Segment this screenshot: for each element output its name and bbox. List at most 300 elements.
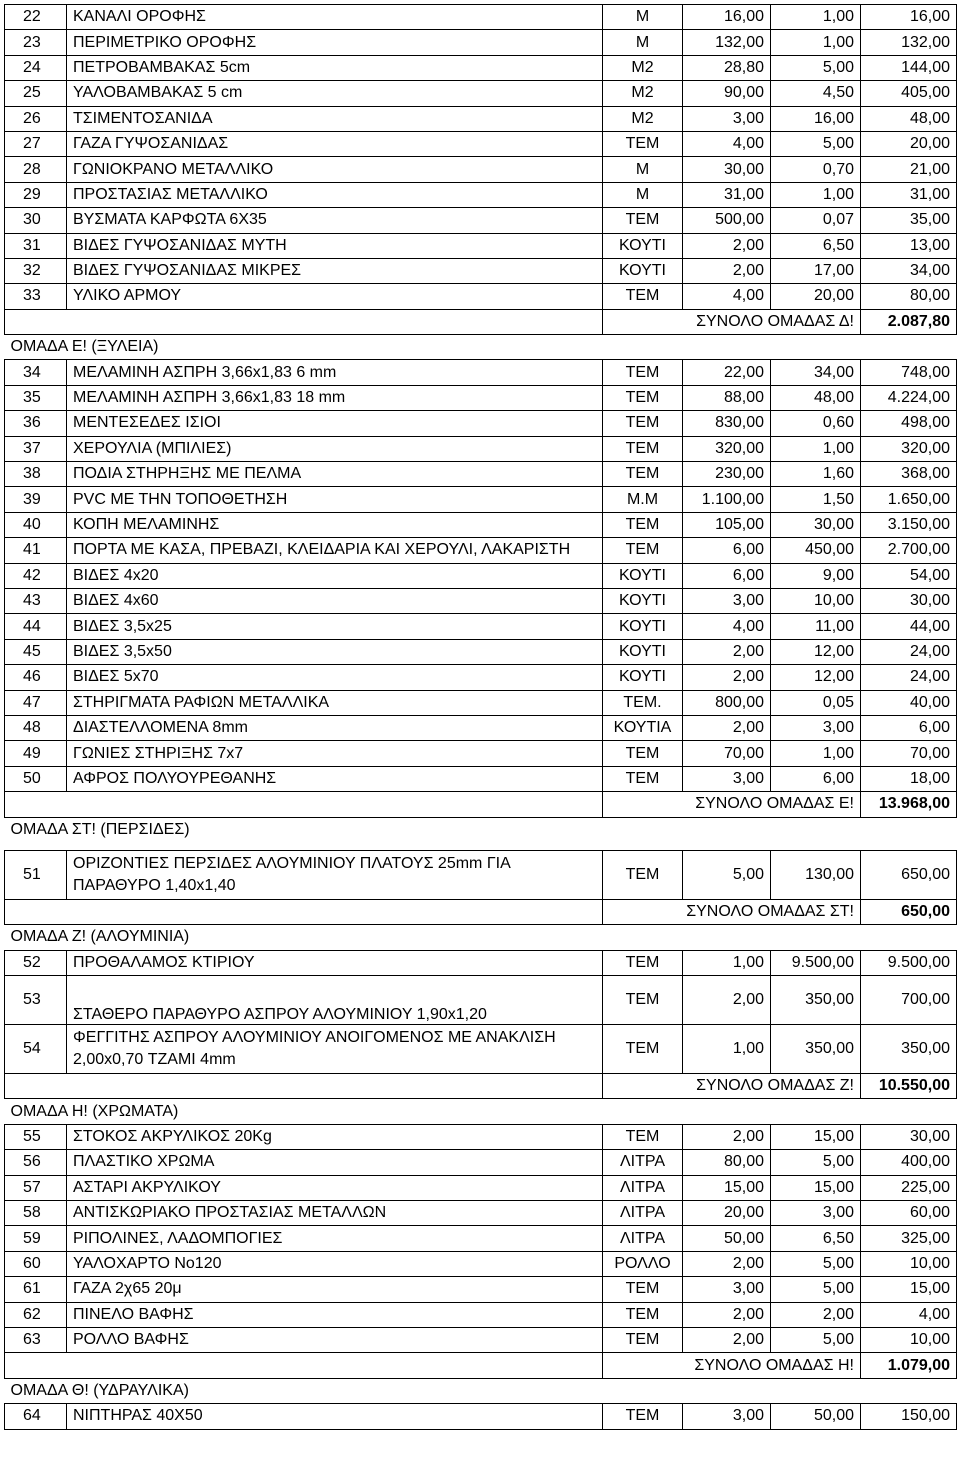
item-quantity: 22,00 bbox=[683, 360, 771, 385]
item-total: 15,00 bbox=[861, 1277, 957, 1302]
item-quantity: 132,00 bbox=[683, 30, 771, 55]
group-total-value: 2.087,80 bbox=[861, 309, 957, 334]
table-row bbox=[5, 1201, 957, 1226]
item-unit: ΤΕΜ bbox=[603, 411, 683, 436]
group-total-row bbox=[5, 899, 957, 924]
item-unit: ΤΕΜ bbox=[603, 284, 683, 309]
item-unit-price: 450,00 bbox=[771, 538, 861, 563]
item-quantity: 2,00 bbox=[683, 1327, 771, 1352]
table-row bbox=[5, 436, 957, 461]
item-description: ΡΙΠΟΛΙΝΕΣ, ΛΑΔΟΜΠΟΓΙΕΣ bbox=[67, 1226, 603, 1251]
item-total: 1.650,00 bbox=[861, 487, 957, 512]
item-unit-price: 16,00 bbox=[771, 106, 861, 131]
item-total: 2.700,00 bbox=[861, 538, 957, 563]
item-unit: ΤΕΜ bbox=[603, 976, 683, 1025]
table-row bbox=[5, 1150, 957, 1175]
item-quantity: 90,00 bbox=[683, 81, 771, 106]
item-unit-price: 1,00 bbox=[771, 30, 861, 55]
item-quantity: 2,00 bbox=[683, 715, 771, 740]
item-number: 46 bbox=[5, 665, 67, 690]
item-number: 37 bbox=[5, 436, 67, 461]
item-unit-price: 5,00 bbox=[771, 1327, 861, 1352]
item-quantity: 230,00 bbox=[683, 462, 771, 487]
table-row bbox=[5, 487, 957, 512]
total-spacer bbox=[5, 1074, 603, 1099]
group-total-row bbox=[5, 1074, 957, 1099]
group-title: ΟΜΑΔΑ Θ! (ΥΔΡΑΥΛΙΚΑ) bbox=[10, 1381, 189, 1399]
table-row bbox=[5, 131, 957, 156]
item-quantity: 5,00 bbox=[683, 850, 771, 899]
item-number: 43 bbox=[5, 588, 67, 613]
item-unit-price: 10,00 bbox=[771, 588, 861, 613]
item-quantity: 3,00 bbox=[683, 766, 771, 791]
item-description: ΠΡΟΣΤΑΣΙΑΣ ΜΕΤΑΛΛΙΚΟ bbox=[67, 182, 603, 207]
table-row bbox=[5, 1226, 957, 1251]
table-row bbox=[5, 81, 957, 106]
item-unit-price: 9,00 bbox=[771, 563, 861, 588]
item-description: ΜΕΛΑΜΙΝΗ ΑΣΠΡΗ 3,66x1,83 18 mm bbox=[67, 385, 603, 410]
item-unit-price: 11,00 bbox=[771, 614, 861, 639]
item-description: ΡΟΛΛΟ ΒΑΦΗΣ bbox=[67, 1327, 603, 1352]
item-unit: ΛΙΤΡΑ bbox=[603, 1226, 683, 1251]
item-unit-price: 17,00 bbox=[771, 258, 861, 283]
item-total: 13,00 bbox=[861, 233, 957, 258]
table-row bbox=[5, 284, 957, 309]
item-number: 59 bbox=[5, 1226, 67, 1251]
item-unit-price: 15,00 bbox=[771, 1124, 861, 1149]
item-total: 700,00 bbox=[861, 976, 957, 1025]
table-row bbox=[5, 208, 957, 233]
table-row bbox=[5, 665, 957, 690]
item-number: 60 bbox=[5, 1251, 67, 1276]
item-unit-price: 3,00 bbox=[771, 715, 861, 740]
item-unit-price: 6,50 bbox=[771, 233, 861, 258]
item-total: 54,00 bbox=[861, 563, 957, 588]
table-row bbox=[5, 1025, 957, 1074]
item-number: 36 bbox=[5, 411, 67, 436]
item-description: ΣΤΗΡΙΓΜΑΤΑ ΡΑΦΙΩΝ ΜΕΤΑΛΛΙΚΑ bbox=[67, 690, 603, 715]
item-total: 24,00 bbox=[861, 665, 957, 690]
item-number: 50 bbox=[5, 766, 67, 791]
item-unit: Μ2 bbox=[603, 81, 683, 106]
item-quantity: 2,00 bbox=[683, 639, 771, 664]
cost-estimate-sheet bbox=[4, 4, 956, 1430]
item-number: 45 bbox=[5, 639, 67, 664]
table-row bbox=[5, 30, 957, 55]
table-row bbox=[5, 462, 957, 487]
item-unit: ΤΕΜ bbox=[603, 850, 683, 899]
item-unit: ΤΕΜ bbox=[603, 950, 683, 975]
item-unit: ΤΕΜ bbox=[603, 436, 683, 461]
table-row bbox=[5, 741, 957, 766]
item-unit: ΛΙΤΡΑ bbox=[603, 1175, 683, 1200]
group-total-value: 1.079,00 bbox=[861, 1353, 957, 1378]
item-total: 18,00 bbox=[861, 766, 957, 791]
item-quantity: 3,00 bbox=[683, 106, 771, 131]
item-description: ΚΟΠΗ ΜΕΛΑΜΙΝΗΣ bbox=[67, 512, 603, 537]
item-total: 3.150,00 bbox=[861, 512, 957, 537]
group-title: ΟΜΑΔΑ Ε! (ΞΥΛΕΙΑ) bbox=[10, 338, 159, 356]
item-unit: ΚΟΥΤΙ bbox=[603, 639, 683, 664]
item-description: ΒΙΔΕΣ 5x70 bbox=[67, 665, 603, 690]
group-title: ΟΜΑΔΑ ΣΤ! (ΠΕΡΣΙΔΕΣ) bbox=[10, 820, 190, 838]
item-total: 20,00 bbox=[861, 131, 957, 156]
item-quantity: 80,00 bbox=[683, 1150, 771, 1175]
item-number: 30 bbox=[5, 208, 67, 233]
item-description: ΜΕΝΤΕΣΕΔΕΣ ΙΣΙΟΙ bbox=[67, 411, 603, 436]
item-quantity: 6,00 bbox=[683, 538, 771, 563]
item-unit-price: 48,00 bbox=[771, 385, 861, 410]
item-unit-price: 130,00 bbox=[771, 850, 861, 899]
item-description: ΑΦΡΟΣ ΠΟΛΥΟΥΡΕΘΑΝΗΣ bbox=[67, 766, 603, 791]
item-unit-price: 9.500,00 bbox=[771, 950, 861, 975]
total-spacer bbox=[5, 1353, 603, 1378]
item-unit-price: 1,50 bbox=[771, 487, 861, 512]
item-unit-price: 5,00 bbox=[771, 131, 861, 156]
item-description: ΒΙΔΕΣ 3,5x25 bbox=[67, 614, 603, 639]
item-total: 225,00 bbox=[861, 1175, 957, 1200]
cost-table-body bbox=[5, 5, 957, 1430]
item-description: ΑΣΤΑΡΙ ΑΚΡΥΛΙΚΟΥ bbox=[67, 1175, 603, 1200]
item-number: 52 bbox=[5, 950, 67, 975]
group-header-row bbox=[5, 817, 957, 842]
group-total-value: 650,00 bbox=[861, 899, 957, 924]
table-row bbox=[5, 1175, 957, 1200]
table-row bbox=[5, 588, 957, 613]
item-description: ΓΑΖΑ ΓΥΨΟΣΑΝΙΔΑΣ bbox=[67, 131, 603, 156]
item-number: 22 bbox=[5, 5, 67, 30]
item-unit: ΤΕΜ. bbox=[603, 690, 683, 715]
item-description: ΠΟΔΙΑ ΣΤΗΡΗΞΗΣ ΜΕ ΠΕΛΜΑ bbox=[67, 462, 603, 487]
item-number: 61 bbox=[5, 1277, 67, 1302]
item-unit: ΤΕΜ bbox=[603, 1025, 683, 1074]
item-quantity: 70,00 bbox=[683, 741, 771, 766]
table-row bbox=[5, 976, 957, 1025]
item-quantity: 320,00 bbox=[683, 436, 771, 461]
item-description: ΚΑΝΑΛΙ ΟΡΟΦΗΣ bbox=[67, 5, 603, 30]
item-unit: ΡΟΛΛΟ bbox=[603, 1251, 683, 1276]
item-number: 62 bbox=[5, 1302, 67, 1327]
item-total: 21,00 bbox=[861, 157, 957, 182]
item-unit-price: 0,60 bbox=[771, 411, 861, 436]
item-unit: Μ.Μ bbox=[603, 487, 683, 512]
item-description: ΓΩΝΙΟΚΡΑΝΟ ΜΕΤΑΛΛΙΚΟ bbox=[67, 157, 603, 182]
item-quantity: 800,00 bbox=[683, 690, 771, 715]
item-unit-price: 30,00 bbox=[771, 512, 861, 537]
item-unit-price: 350,00 bbox=[771, 1025, 861, 1074]
item-unit: ΚΟΥΤΙ bbox=[603, 563, 683, 588]
item-unit-price: 6,50 bbox=[771, 1226, 861, 1251]
item-description: ΒΙΔΕΣ ΓΥΨΟΣΑΝΙΔΑΣ ΜΥΤΗ bbox=[67, 233, 603, 258]
item-unit: ΤΕΜ bbox=[603, 1277, 683, 1302]
item-unit: ΛΙΤΡΑ bbox=[603, 1201, 683, 1226]
item-unit-price: 1,00 bbox=[771, 436, 861, 461]
item-unit: ΚΟΥΤΙ bbox=[603, 588, 683, 613]
item-quantity: 105,00 bbox=[683, 512, 771, 537]
table-row bbox=[5, 1124, 957, 1149]
item-quantity: 30,00 bbox=[683, 157, 771, 182]
group-total-label: ΣΥΝΟΛΟ ΟΜΑΔΑΣ Ε! bbox=[603, 792, 861, 817]
item-quantity: 50,00 bbox=[683, 1226, 771, 1251]
item-total: 10,00 bbox=[861, 1327, 957, 1352]
item-total: 48,00 bbox=[861, 106, 957, 131]
item-unit: Μ2 bbox=[603, 106, 683, 131]
item-unit-price: 15,00 bbox=[771, 1175, 861, 1200]
item-unit: Μ bbox=[603, 182, 683, 207]
item-number: 42 bbox=[5, 563, 67, 588]
item-unit-price: 12,00 bbox=[771, 665, 861, 690]
table-row bbox=[5, 55, 957, 80]
item-description: ΠΟΡΤΑ ΜΕ ΚΑΣΑ, ΠΡΕΒΑΖΙ, ΚΛΕΙΔΑΡΙΑ ΚΑΙ ΧΕΡΟΥΛΙ, ΛΑΚΑΡΙΣΤΗ bbox=[67, 538, 603, 563]
item-total: 70,00 bbox=[861, 741, 957, 766]
item-quantity: 31,00 bbox=[683, 182, 771, 207]
item-quantity: 4,00 bbox=[683, 614, 771, 639]
item-unit: Μ2 bbox=[603, 55, 683, 80]
item-quantity: 3,00 bbox=[683, 1404, 771, 1429]
item-description: ΠΛΑΣΤΙΚΟ ΧΡΩΜΑ bbox=[67, 1150, 603, 1175]
group-total-label: ΣΥΝΟΛΟ ΟΜΑΔΑΣ Ζ! bbox=[603, 1074, 861, 1099]
item-unit-price: 5,00 bbox=[771, 1251, 861, 1276]
item-quantity: 4,00 bbox=[683, 284, 771, 309]
item-number: 47 bbox=[5, 690, 67, 715]
table-row bbox=[5, 766, 957, 791]
cost-table bbox=[4, 4, 957, 1430]
group-title: ΟΜΑΔΑ Η! (ΧΡΩΜΑΤΑ) bbox=[10, 1102, 179, 1120]
item-quantity: 2,00 bbox=[683, 1124, 771, 1149]
item-quantity: 4,00 bbox=[683, 131, 771, 156]
item-unit: ΤΕΜ bbox=[603, 741, 683, 766]
item-quantity: 3,00 bbox=[683, 588, 771, 613]
table-row bbox=[5, 360, 957, 385]
item-quantity: 500,00 bbox=[683, 208, 771, 233]
item-description: ΓΑΖΑ 2χ65 20μ bbox=[67, 1277, 603, 1302]
item-description: ΒΙΔΕΣ 3,5x50 bbox=[67, 639, 603, 664]
table-row bbox=[5, 512, 957, 537]
item-total: 650,00 bbox=[861, 850, 957, 899]
table-row bbox=[5, 1404, 957, 1429]
item-description: ΒΙΔΕΣ ΓΥΨΟΣΑΝΙΔΑΣ ΜΙΚΡΕΣ bbox=[67, 258, 603, 283]
item-total: 44,00 bbox=[861, 614, 957, 639]
table-row bbox=[5, 690, 957, 715]
table-row bbox=[5, 1277, 957, 1302]
item-quantity: 15,00 bbox=[683, 1175, 771, 1200]
item-number: 54 bbox=[5, 1025, 67, 1074]
item-description: ΦΕΓΓΙΤΗΣ ΑΣΠΡΟΥ ΑΛΟΥΜΙΝΙΟΥ ΑΝΟΙΓΟΜΕΝΟΣ ΜΕ ΑΝΑΚΛΙΣΗ 2,00x0,70 ΤΖΑΜΙ 4mm bbox=[67, 1025, 603, 1074]
item-total: 40,00 bbox=[861, 690, 957, 715]
item-number: 48 bbox=[5, 715, 67, 740]
item-quantity: 2,00 bbox=[683, 1251, 771, 1276]
item-total: 144,00 bbox=[861, 55, 957, 80]
item-quantity: 1.100,00 bbox=[683, 487, 771, 512]
item-description: ΥΛΙΚΟ ΑΡΜΟΥ bbox=[67, 284, 603, 309]
item-total: 80,00 bbox=[861, 284, 957, 309]
item-unit: ΤΕΜ bbox=[603, 538, 683, 563]
item-number: 51 bbox=[5, 850, 67, 899]
item-unit: ΤΕΜ bbox=[603, 1302, 683, 1327]
item-unit-price: 20,00 bbox=[771, 284, 861, 309]
group-total-value: 10.550,00 bbox=[861, 1074, 957, 1099]
item-total: 4.224,00 bbox=[861, 385, 957, 410]
item-total: 34,00 bbox=[861, 258, 957, 283]
table-row bbox=[5, 715, 957, 740]
item-total: 748,00 bbox=[861, 360, 957, 385]
item-number: 56 bbox=[5, 1150, 67, 1175]
item-description: ΓΩΝΙΕΣ ΣΤΗΡΙΞΗΣ 7x7 bbox=[67, 741, 603, 766]
item-quantity: 88,00 bbox=[683, 385, 771, 410]
item-quantity: 3,00 bbox=[683, 1277, 771, 1302]
table-row bbox=[5, 850, 957, 899]
item-number: 32 bbox=[5, 258, 67, 283]
group-header-row bbox=[5, 1099, 957, 1124]
total-spacer bbox=[5, 309, 603, 334]
item-unit: ΤΕΜ bbox=[603, 766, 683, 791]
item-quantity: 16,00 bbox=[683, 5, 771, 30]
item-total: 10,00 bbox=[861, 1251, 957, 1276]
item-number: 23 bbox=[5, 30, 67, 55]
item-description: ΒΙΔΕΣ 4x20 bbox=[67, 563, 603, 588]
table-row bbox=[5, 233, 957, 258]
total-spacer bbox=[5, 792, 603, 817]
item-total: 132,00 bbox=[861, 30, 957, 55]
item-number: 49 bbox=[5, 741, 67, 766]
item-unit: ΤΕΜ bbox=[603, 512, 683, 537]
item-quantity: 2,00 bbox=[683, 665, 771, 690]
item-description: ΣΤΑΘΕΡΟ ΠΑΡΑΘΥΡΟ ΑΣΠΡΟΥ ΑΛΟΥΜΙΝΙΟΥ 1,90x1,20 bbox=[67, 976, 603, 1025]
item-total: 405,00 bbox=[861, 81, 957, 106]
item-quantity: 6,00 bbox=[683, 563, 771, 588]
item-unit-price: 1,00 bbox=[771, 5, 861, 30]
group-total-row bbox=[5, 1353, 957, 1378]
item-description: ΒΙΔΕΣ 4x60 bbox=[67, 588, 603, 613]
item-unit: ΤΕΜ bbox=[603, 385, 683, 410]
item-number: 55 bbox=[5, 1124, 67, 1149]
item-total: 6,00 bbox=[861, 715, 957, 740]
item-number: 41 bbox=[5, 538, 67, 563]
item-unit-price: 6,00 bbox=[771, 766, 861, 791]
item-quantity: 2,00 bbox=[683, 1302, 771, 1327]
table-row bbox=[5, 5, 957, 30]
item-total: 31,00 bbox=[861, 182, 957, 207]
item-quantity: 2,00 bbox=[683, 233, 771, 258]
table-row bbox=[5, 411, 957, 436]
item-quantity: 28,80 bbox=[683, 55, 771, 80]
item-quantity: 1,00 bbox=[683, 1025, 771, 1074]
table-row bbox=[5, 157, 957, 182]
item-unit: Μ bbox=[603, 157, 683, 182]
item-number: 53 bbox=[5, 976, 67, 1025]
item-unit: ΤΕΜ bbox=[603, 131, 683, 156]
item-number: 44 bbox=[5, 614, 67, 639]
item-description: ΠΡΟΘΑΛΑΜΟΣ ΚΤΙΡΙΟΥ bbox=[67, 950, 603, 975]
item-number: 64 bbox=[5, 1404, 67, 1429]
item-unit: ΚΟΥΤΙ bbox=[603, 258, 683, 283]
item-quantity: 20,00 bbox=[683, 1201, 771, 1226]
item-description: ΧΕΡΟΥΛΙΑ (ΜΠΙΛΙΕΣ) bbox=[67, 436, 603, 461]
item-total: 4,00 bbox=[861, 1302, 957, 1327]
item-unit-price: 5,00 bbox=[771, 1150, 861, 1175]
item-number: 28 bbox=[5, 157, 67, 182]
item-description: ΑΝΤΙΣΚΩΡΙΑΚΟ ΠΡΟΣΤΑΣΙΑΣ ΜΕΤΑΛΛΩΝ bbox=[67, 1201, 603, 1226]
group-total-label: ΣΥΝΟΛΟ ΟΜΑΔΑΣ Δ! bbox=[603, 309, 861, 334]
table-row bbox=[5, 106, 957, 131]
item-unit-price: 3,00 bbox=[771, 1201, 861, 1226]
item-unit: ΤΕΜ bbox=[603, 360, 683, 385]
item-unit-price: 4,50 bbox=[771, 81, 861, 106]
item-unit-price: 1,00 bbox=[771, 741, 861, 766]
item-unit-price: 34,00 bbox=[771, 360, 861, 385]
item-number: 27 bbox=[5, 131, 67, 156]
group-total-row bbox=[5, 792, 957, 817]
item-number: 38 bbox=[5, 462, 67, 487]
group-total-label: ΣΥΝΟΛΟ ΟΜΑΔΑΣ Η! bbox=[603, 1353, 861, 1378]
item-quantity: 830,00 bbox=[683, 411, 771, 436]
total-spacer bbox=[5, 899, 603, 924]
item-number: 24 bbox=[5, 55, 67, 80]
table-row bbox=[5, 950, 957, 975]
item-number: 34 bbox=[5, 360, 67, 385]
item-unit: ΛΙΤΡΑ bbox=[603, 1150, 683, 1175]
item-unit: ΤΕΜ bbox=[603, 1404, 683, 1429]
item-total: 35,00 bbox=[861, 208, 957, 233]
item-unit-price: 5,00 bbox=[771, 1277, 861, 1302]
table-row bbox=[5, 639, 957, 664]
item-unit: ΤΕΜ bbox=[603, 1327, 683, 1352]
item-description: ΥΑΛΟΧΑΡΤΟ Νο120 bbox=[67, 1251, 603, 1276]
item-description: ΤΣΙΜΕΝΤΟΣΑΝΙΔΑ bbox=[67, 106, 603, 131]
item-unit: Μ bbox=[603, 30, 683, 55]
item-number: 31 bbox=[5, 233, 67, 258]
item-total: 30,00 bbox=[861, 588, 957, 613]
item-unit-price: 1,60 bbox=[771, 462, 861, 487]
item-unit: ΤΕΜ bbox=[603, 462, 683, 487]
item-description: ΔΙΑΣΤΕΛΛΟΜΕΝΑ 8mm bbox=[67, 715, 603, 740]
item-number: 35 bbox=[5, 385, 67, 410]
item-description: PVC ΜΕ ΤΗΝ ΤΟΠΟΘΕΤΗΣΗ bbox=[67, 487, 603, 512]
item-number: 57 bbox=[5, 1175, 67, 1200]
table-row bbox=[5, 614, 957, 639]
item-unit: ΚΟΥΤΙ bbox=[603, 665, 683, 690]
item-total: 400,00 bbox=[861, 1150, 957, 1175]
item-unit: ΚΟΥΤΙ bbox=[603, 233, 683, 258]
item-total: 9.500,00 bbox=[861, 950, 957, 975]
item-unit: ΚΟΥΤΙΑ bbox=[603, 715, 683, 740]
item-description: ΝΙΠΤΗΡΑΣ 40Χ50 bbox=[67, 1404, 603, 1429]
item-quantity: 1,00 bbox=[683, 950, 771, 975]
item-unit-price: 0,07 bbox=[771, 208, 861, 233]
item-number: 63 bbox=[5, 1327, 67, 1352]
item-total: 150,00 bbox=[861, 1404, 957, 1429]
item-total: 16,00 bbox=[861, 5, 957, 30]
item-description: ΥΑΛΟΒΑΜΒΑΚΑΣ 5 cm bbox=[67, 81, 603, 106]
item-number: 40 bbox=[5, 512, 67, 537]
item-number: 29 bbox=[5, 182, 67, 207]
item-total: 60,00 bbox=[861, 1201, 957, 1226]
item-unit: Μ bbox=[603, 5, 683, 30]
item-unit: ΤΕΜ bbox=[603, 208, 683, 233]
item-total: 498,00 bbox=[861, 411, 957, 436]
item-quantity: 2,00 bbox=[683, 258, 771, 283]
item-description: ΒΥΣΜΑΤΑ ΚΑΡΦΩΤΑ 6Χ35 bbox=[67, 208, 603, 233]
item-number: 39 bbox=[5, 487, 67, 512]
item-unit-price: 50,00 bbox=[771, 1404, 861, 1429]
table-row bbox=[5, 1302, 957, 1327]
item-number: 33 bbox=[5, 284, 67, 309]
item-total: 350,00 bbox=[861, 1025, 957, 1074]
item-description: ΠΙΝΕΛΟ ΒΑΦΗΣ bbox=[67, 1302, 603, 1327]
table-row bbox=[5, 563, 957, 588]
item-unit-price: 5,00 bbox=[771, 55, 861, 80]
item-number: 26 bbox=[5, 106, 67, 131]
